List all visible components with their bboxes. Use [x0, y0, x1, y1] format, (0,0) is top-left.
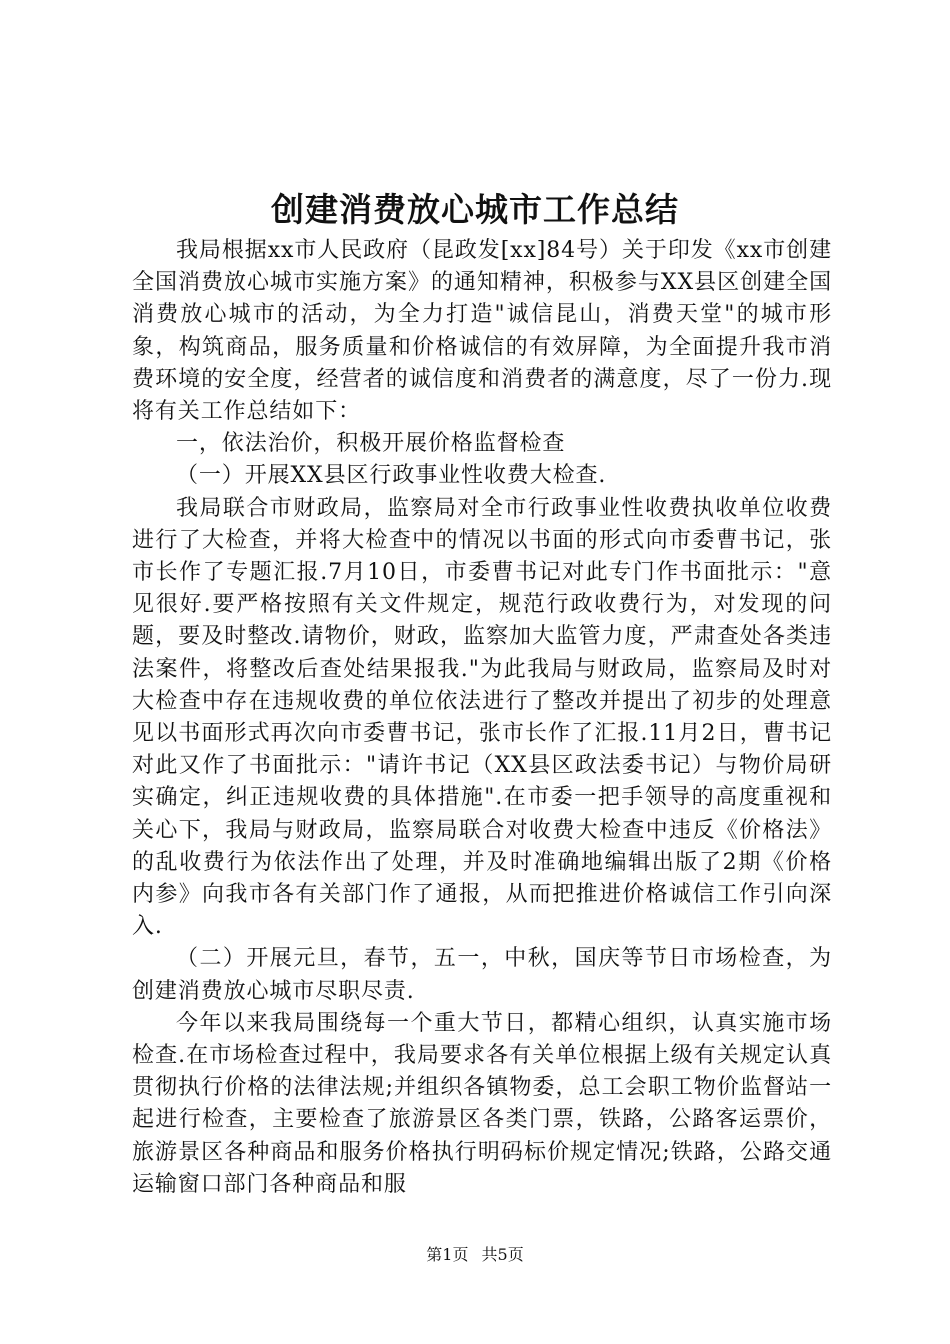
document-title: 创建消费放心城市工作总结 — [271, 190, 679, 229]
body-paragraph-2: 今年以来我局围绕每一个重大节日，都精心组织，认真实施市场检查.在市场检查过程中，我局要求各有关单位根据上级有关规定认真贯彻执行价格的法律法规;并组织各镇物委，总工会职工物价监督站一起进行检查，主要检查了旅游景区各类门票，铁路，公路客运票价，旅游景区各种商品和服务价格执行明码标价规定情况;铁路，公路交通运输窗口部门各种商品和服 — [132, 1010, 832, 1197]
intro-paragraph: 我局根据xx市人民政府（昆政发[xx]84号）关于印发《xx市创建全国消费放心城市实施方案》的通知精神，积极参与XX县区创建全国消费放心城市的活动，为全力打造"诚信昆山，消费天堂"的城市形象，构筑商品，服务质量和价格诚信的有效屏障，为全面提升我市消费环境的安全度，经营者的诚信度和消费者的满意度，尽了一份力.现将有关工作总结如下： — [132, 238, 832, 425]
subsection-heading-2: （二）开展元旦，春节，五一，中秋，国庆等节日市场检查，为创建消费放心城市尽职尽责. — [132, 946, 832, 1004]
subsection-heading-1: （一）开展XX县区行政事业性收费大检查. — [176, 463, 607, 489]
page-footer — [0, 1243, 950, 1267]
document-body — [132, 235, 832, 1201]
section-heading-1: 一，依法治价，积极开展价格监督检查 — [176, 431, 566, 457]
page-number: 第1页 — [426, 1245, 469, 1264]
body-paragraph-1: 我局联合市财政局，监察局对全市行政事业性收费执收单位收费进行了大检查，并将大检查中的情况以书面的形式向市委曹书记，张市长作了专题汇报.7月10日，市委曹书记对此专门作书面批示："意见很好.要严格按照有关文件规定，规范行政收费行为，对发现的问题，要及时整改.请物价，财政，监察加大监管力度，严肃查处各类违法案件，将整改后查处结果报我."为此我局与财政局，监察局及时对大检查中存在违规收费的单位依法进行了整改并提出了初步的处理意见以书面形式再次向市委曹书记，张市长作了汇报.11月2日，曹书记对此又作了书面批示："请许书记（XX县区政法委书记）与物价局研实确定，纠正违规收费的具体措施".在市委一把手领导的高度重视和关心下，我局与财政局，监察局联合对收费大检查中违反《价格法》的乱收费行为依法作出了处理，并及时准确地编辑出版了2期《价格内参》向我市各有关部门作了通报，从而把推进价格诚信工作引向深入. — [132, 495, 832, 940]
page-total: 共5页 — [481, 1245, 524, 1264]
